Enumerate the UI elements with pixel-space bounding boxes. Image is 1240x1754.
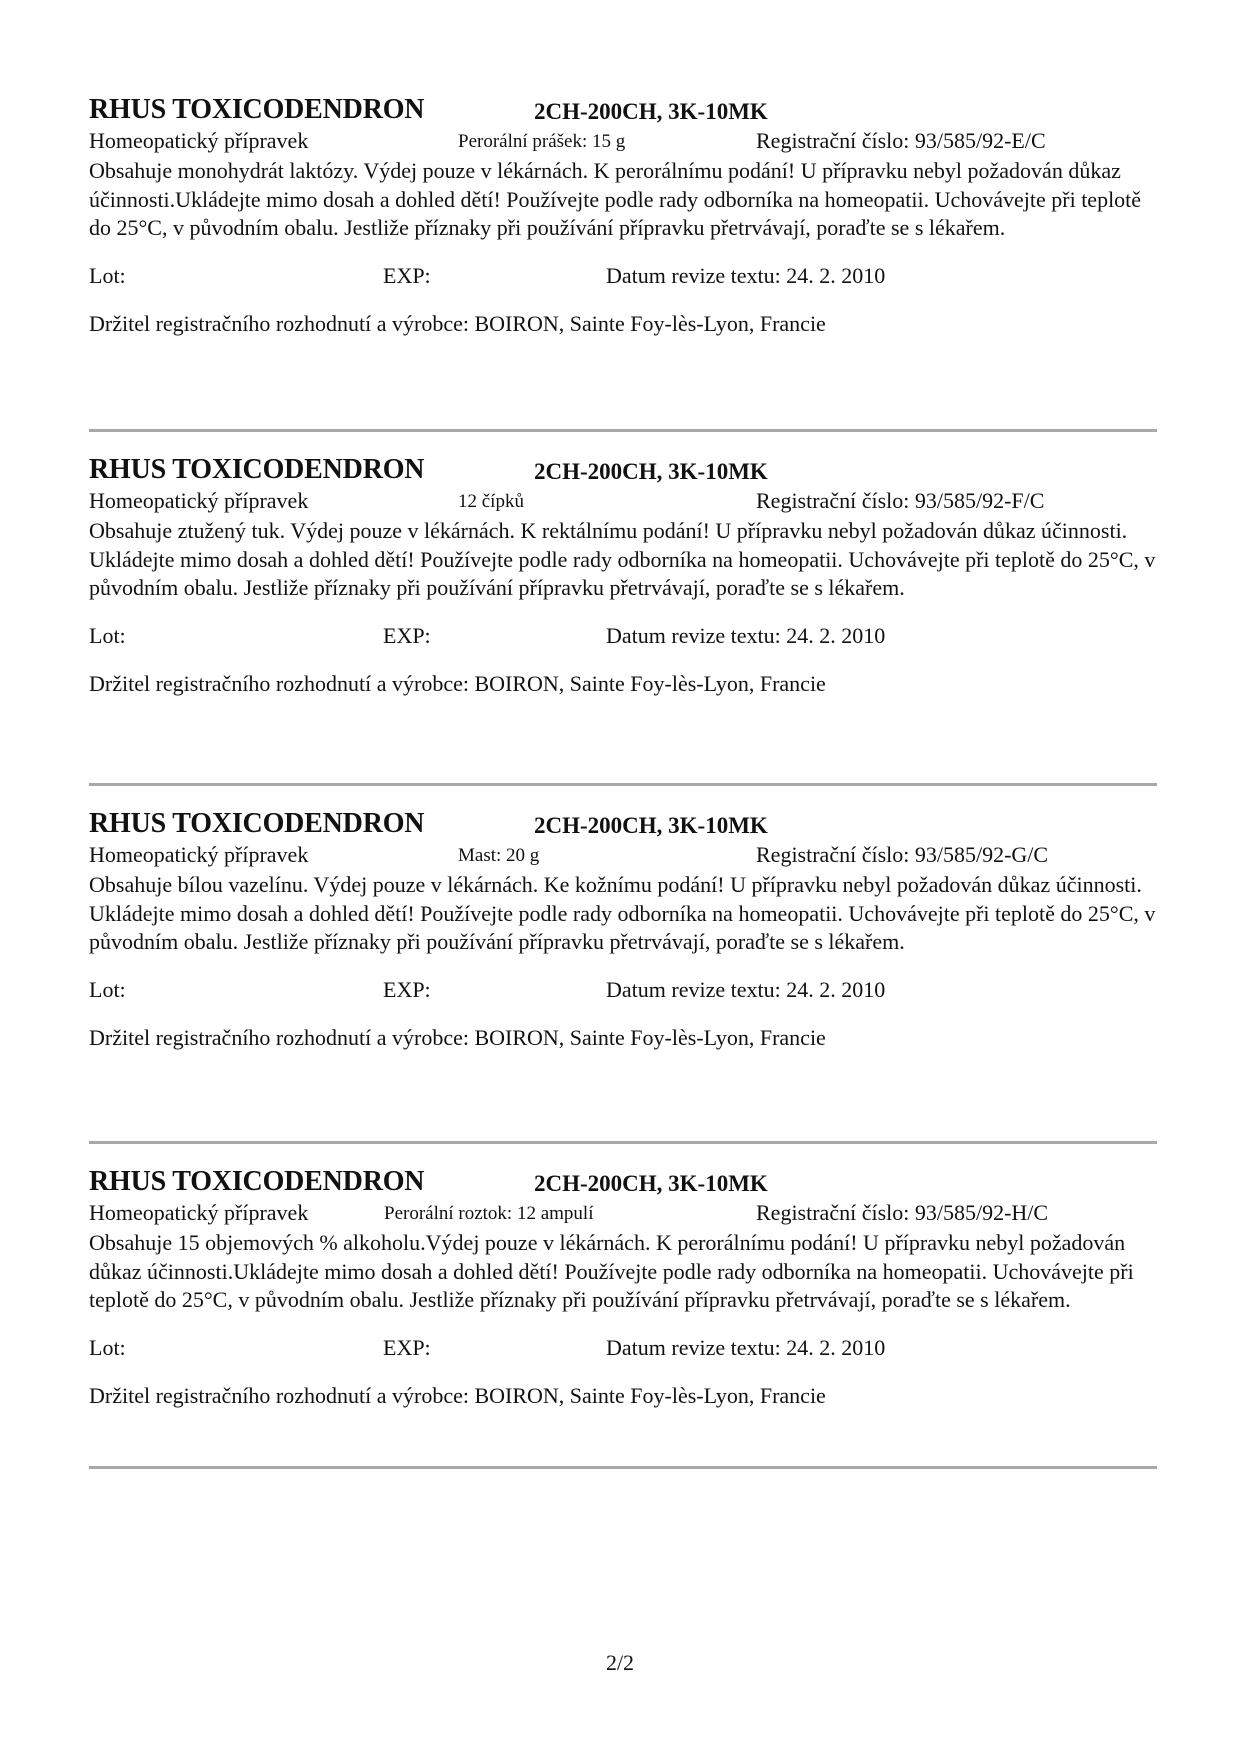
- dosage-form: 12 čípků: [458, 491, 524, 512]
- potency: 2CH-200CH, 3K-10MK: [534, 459, 768, 484]
- revision-date: Datum revize textu: 24. 2. 2010: [606, 262, 886, 288]
- divider: [89, 429, 1157, 432]
- potency: 2CH-200CH, 3K-10MK: [534, 813, 768, 838]
- product-type: Homeopatický přípravek: [89, 1200, 309, 1225]
- lot-row: [89, 263, 1157, 293]
- meta-row: [89, 1200, 1157, 1229]
- lot-row: [89, 623, 1157, 653]
- exp-label: EXP:: [383, 976, 431, 1002]
- product-type: Homeopatický přípravek: [89, 128, 309, 153]
- exp-label: EXP:: [383, 622, 431, 648]
- product-title: RHUS TOXICODENDRON: [89, 1166, 425, 1197]
- lot-row: [89, 977, 1157, 1007]
- meta-row: [89, 128, 1157, 157]
- description: Obsahuje 15 objemových % alkoholu.Výdej pouze v lékárnách. K perorálnímu podání! U přípravku nebyl požadován důkaz účinnosti.Ukládejte mimo dosah a dohled dětí! Používejte podle rady odborníka na homeopatii. Uchovávejte při teplotě do 25°C, v původním obalu. Jestliže příznaky při používání přípravku přetrvávají, poraďte se s lékařem.: [89, 1230, 1134, 1312]
- holder-line: Držitel registračního rozhodnutí a výrobce: BOIRON, Sainte Foy-lès-Lyon, Francie: [89, 670, 826, 696]
- product-title: RHUS TOXICODENDRON: [89, 808, 425, 839]
- title-row: [89, 1166, 1157, 1200]
- revision-date: Datum revize textu: 24. 2. 2010: [606, 976, 886, 1002]
- description: Obsahuje monohydrát laktózy. Výdej pouze v lékárnách. K perorálnímu podání! U přípravku nebyl požadován důkaz účinnosti.Ukládejte mimo dosah a dohled dětí! Používejte podle rady odborníka na homeopatii. Uchovávejte při teplotě do 25°C, v původním obalu. Jestliže příznaky při používání přípravku přetrvávají, poraďte se s lékařem.: [89, 158, 1142, 240]
- dosage-form: Perorální roztok: 12 ampulí: [384, 1203, 594, 1224]
- description: Obsahuje bílou vazelínu. Výdej pouze v lékárnách. Ke kožnímu podání! U přípravku nebyl požadován důkaz účinnosti. Ukládejte mimo dosah a dohled dětí! Používejte podle rady odborníka na homeopatii. Uchovávejte při teplotě do 25°C, v původním obalu. Jestliže příznaky při používání přípravku přetrvávají, poraďte se s lékařem.: [89, 872, 1156, 954]
- revision-date: Datum revize textu: 24. 2. 2010: [606, 622, 886, 648]
- product-title: RHUS TOXICODENDRON: [89, 94, 425, 125]
- title-row: [89, 808, 1157, 842]
- lot-label: Lot:: [89, 262, 126, 288]
- dosage-form: Perorální prášek: 15 g: [458, 131, 626, 152]
- page-number: 2/2: [605, 1650, 635, 1675]
- holder-line: Držitel registračního rozhodnutí a výrobce: BOIRON, Sainte Foy-lès-Lyon, Francie: [89, 1024, 826, 1050]
- title-row: [89, 454, 1157, 488]
- registration-number: Registrační číslo: 93/585/92-H/C: [756, 1200, 1049, 1225]
- exp-label: EXP:: [383, 262, 431, 288]
- product-section: [89, 1166, 1157, 1504]
- product-title: RHUS TOXICODENDRON: [89, 454, 425, 485]
- divider: [89, 1466, 1157, 1469]
- meta-row: [89, 842, 1157, 871]
- dosage-form: Mast: 20 g: [458, 845, 540, 866]
- divider: [89, 783, 1157, 786]
- lot-label: Lot:: [89, 976, 126, 1002]
- potency: 2CH-200CH, 3K-10MK: [534, 99, 768, 124]
- product-section: [89, 94, 1157, 432]
- holder-line: Držitel registračního rozhodnutí a výrobce: BOIRON, Sainte Foy-lès-Lyon, Francie: [89, 310, 826, 336]
- lot-label: Lot:: [89, 1334, 126, 1360]
- product-type: Homeopatický přípravek: [89, 488, 309, 513]
- document-page: [89, 94, 1157, 1504]
- holder-line: Držitel registračního rozhodnutí a výrobce: BOIRON, Sainte Foy-lès-Lyon, Francie: [89, 1382, 826, 1408]
- lot-label: Lot:: [89, 622, 126, 648]
- divider: [89, 1141, 1157, 1144]
- lot-row: [89, 1335, 1157, 1365]
- description: Obsahuje ztužený tuk. Výdej pouze v lékárnách. K rektálnímu podání! U přípravku nebyl požadován důkaz účinnosti. Ukládejte mimo dosah a dohled dětí! Používejte podle rady odborníka na homeopatii. Uchovávejte při teplotě do 25°C, v původním obalu. Jestliže příznaky při používání přípravku přetrvávají, poraďte se s lékařem.: [89, 518, 1156, 600]
- title-row: [89, 94, 1157, 128]
- exp-label: EXP:: [383, 1334, 431, 1360]
- revision-date: Datum revize textu: 24. 2. 2010: [606, 1334, 886, 1360]
- registration-number: Registrační číslo: 93/585/92-G/C: [756, 842, 1049, 867]
- product-section: [89, 454, 1157, 786]
- meta-row: [89, 488, 1157, 517]
- potency: 2CH-200CH, 3K-10MK: [534, 1171, 768, 1196]
- product-section: [89, 808, 1157, 1144]
- registration-number: Registrační číslo: 93/585/92-E/C: [756, 128, 1046, 153]
- registration-number: Registrační číslo: 93/585/92-F/C: [756, 488, 1045, 513]
- product-type: Homeopatický přípravek: [89, 842, 309, 867]
